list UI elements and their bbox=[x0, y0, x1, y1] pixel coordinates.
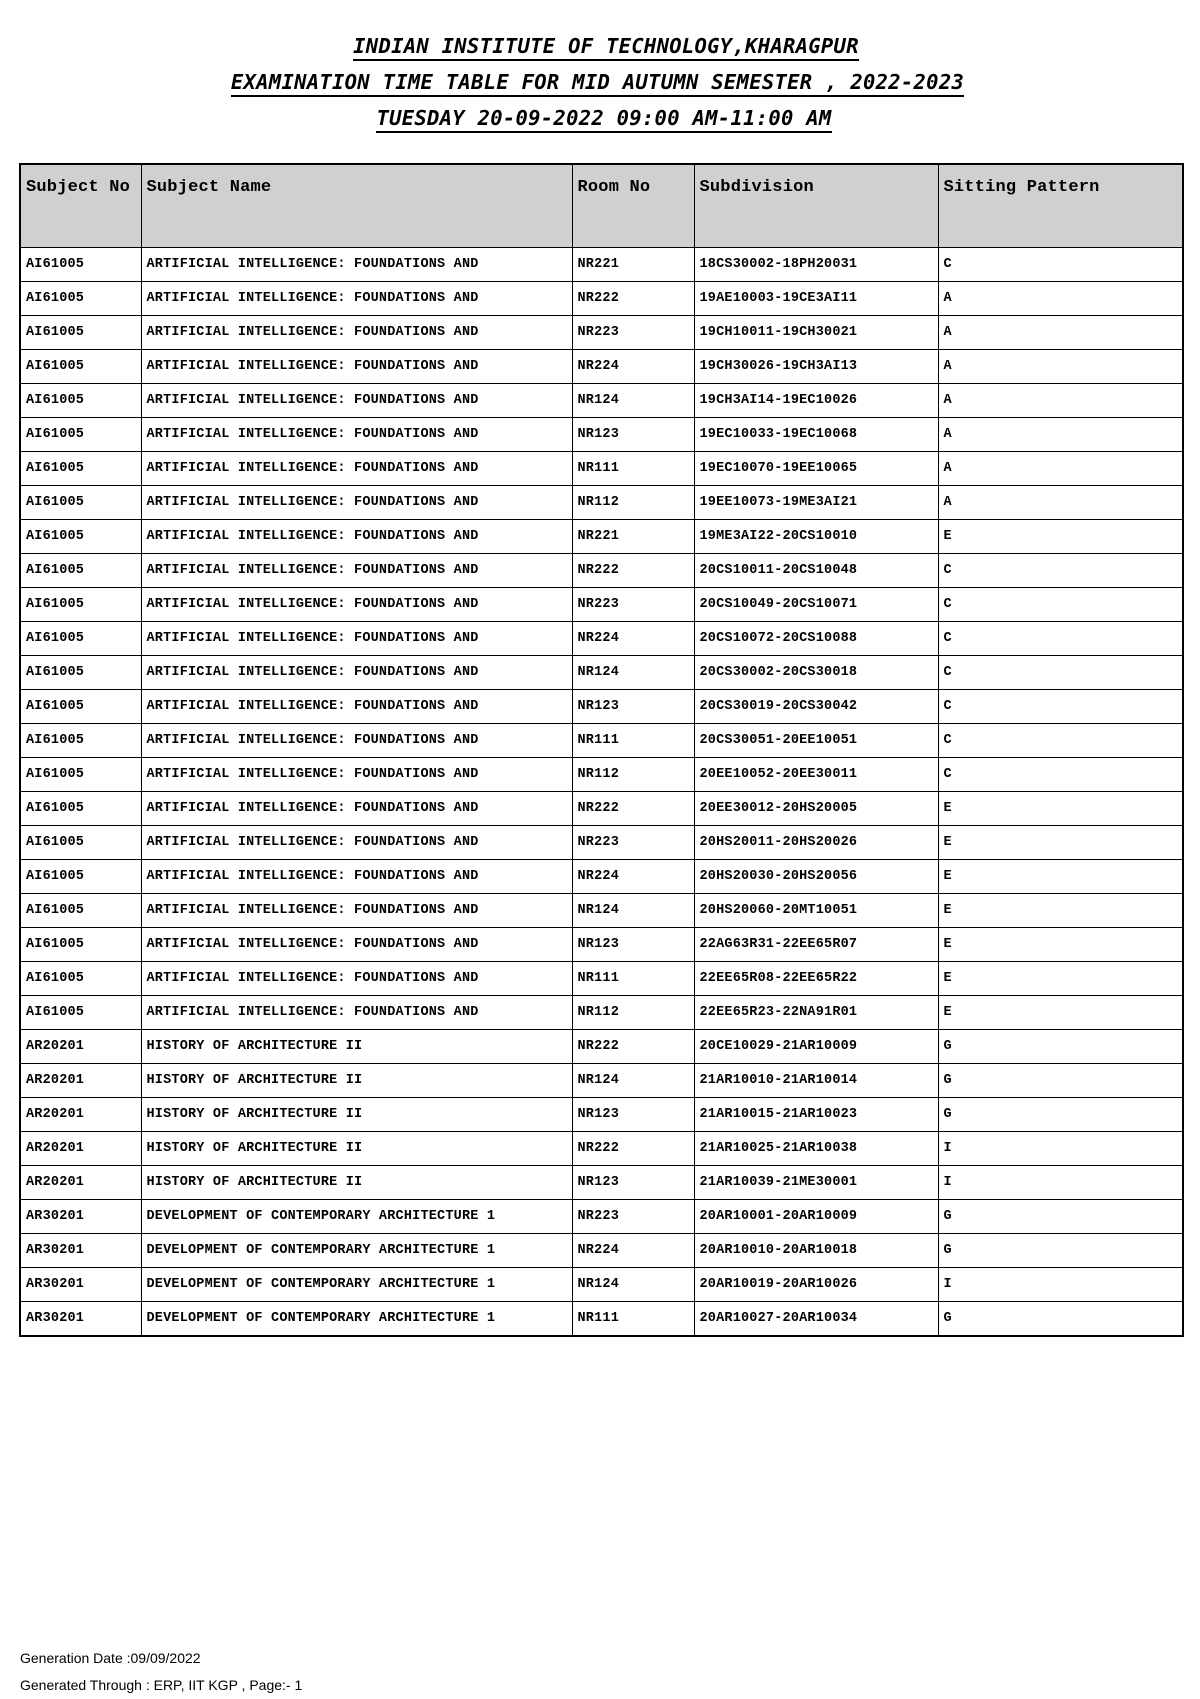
subject-name-cell: HISTORY OF ARCHITECTURE II bbox=[141, 1166, 572, 1200]
room-no-cell: NR111 bbox=[572, 962, 694, 996]
table-row bbox=[20, 1064, 1183, 1098]
table-row bbox=[20, 1166, 1183, 1200]
subject-no-cell: AI61005 bbox=[20, 520, 141, 554]
subject-no-cell: AI61005 bbox=[20, 826, 141, 860]
subdivision-cell: 20CE10029-21AR10009 bbox=[694, 1030, 938, 1064]
subdivision-cell: 20CS30002-20CS30018 bbox=[694, 656, 938, 690]
subdivision-cell: 19AE10003-19CE3AI11 bbox=[694, 282, 938, 316]
room-no-cell: NR124 bbox=[572, 1064, 694, 1098]
subject-no-cell: AI61005 bbox=[20, 758, 141, 792]
subject-name-cell: HISTORY OF ARCHITECTURE II bbox=[141, 1098, 572, 1132]
subject-no-cell: AI61005 bbox=[20, 418, 141, 452]
subject-name-cell: HISTORY OF ARCHITECTURE II bbox=[141, 1132, 572, 1166]
sitting-pattern-cell: C bbox=[938, 554, 1183, 588]
table-row bbox=[20, 894, 1183, 928]
subject-no-cell: AR20201 bbox=[20, 1064, 141, 1098]
table-row bbox=[20, 928, 1183, 962]
table-row bbox=[20, 350, 1183, 384]
sitting-pattern-cell: E bbox=[938, 894, 1183, 928]
subdivision-cell: 20AR10019-20AR10026 bbox=[694, 1268, 938, 1302]
room-no-cell: NR224 bbox=[572, 622, 694, 656]
generated-through: Generated Through : ERP, IIT KGP , Page:- 1 bbox=[20, 1677, 303, 1693]
sitting-pattern-cell: G bbox=[938, 1030, 1183, 1064]
subject-name-cell: ARTIFICIAL INTELLIGENCE: FOUNDATIONS AND bbox=[141, 248, 572, 282]
subject-name-cell: DEVELOPMENT OF CONTEMPORARY ARCHITECTURE 1 bbox=[141, 1200, 572, 1234]
column-header-subject-name: Subject Name bbox=[141, 164, 572, 248]
table-row bbox=[20, 1098, 1183, 1132]
sitting-pattern-cell: E bbox=[938, 962, 1183, 996]
sitting-pattern-cell: A bbox=[938, 418, 1183, 452]
subject-name-cell: ARTIFICIAL INTELLIGENCE: FOUNDATIONS AND bbox=[141, 894, 572, 928]
subject-name-cell: ARTIFICIAL INTELLIGENCE: FOUNDATIONS AND bbox=[141, 350, 572, 384]
subject-name-cell: ARTIFICIAL INTELLIGENCE: FOUNDATIONS AND bbox=[141, 316, 572, 350]
sitting-pattern-cell: C bbox=[938, 724, 1183, 758]
table-row bbox=[20, 384, 1183, 418]
sitting-pattern-cell: C bbox=[938, 656, 1183, 690]
subdivision-cell: 20EE10052-20EE30011 bbox=[694, 758, 938, 792]
room-no-cell: NR222 bbox=[572, 792, 694, 826]
table-row bbox=[20, 860, 1183, 894]
generation-date: Generation Date :09/09/2022 bbox=[20, 1650, 201, 1666]
room-no-cell: NR124 bbox=[572, 894, 694, 928]
subdivision-cell: 19EE10073-19ME3AI21 bbox=[694, 486, 938, 520]
subject-name-cell: ARTIFICIAL INTELLIGENCE: FOUNDATIONS AND bbox=[141, 928, 572, 962]
sitting-pattern-cell: G bbox=[938, 1098, 1183, 1132]
room-no-cell: NR222 bbox=[572, 1030, 694, 1064]
subdivision-cell: 19CH10011-19CH30021 bbox=[694, 316, 938, 350]
sitting-pattern-cell: A bbox=[938, 452, 1183, 486]
subdivision-cell: 20AR10027-20AR10034 bbox=[694, 1302, 938, 1337]
room-no-cell: NR223 bbox=[572, 826, 694, 860]
table-row bbox=[20, 1200, 1183, 1234]
sitting-pattern-cell: A bbox=[938, 282, 1183, 316]
room-no-cell: NR221 bbox=[572, 520, 694, 554]
subject-no-cell: AI61005 bbox=[20, 588, 141, 622]
subject-no-cell: AI61005 bbox=[20, 554, 141, 588]
subject-name-cell: ARTIFICIAL INTELLIGENCE: FOUNDATIONS AND bbox=[141, 656, 572, 690]
subdivision-cell: 20AR10010-20AR10018 bbox=[694, 1234, 938, 1268]
table-row bbox=[20, 588, 1183, 622]
subdivision-cell: 22EE65R23-22NA91R01 bbox=[694, 996, 938, 1030]
sitting-pattern-cell: C bbox=[938, 690, 1183, 724]
room-no-cell: NR123 bbox=[572, 418, 694, 452]
subdivision-cell: 20CS30051-20EE10051 bbox=[694, 724, 938, 758]
table-row bbox=[20, 1234, 1183, 1268]
subject-name-cell: ARTIFICIAL INTELLIGENCE: FOUNDATIONS AND bbox=[141, 792, 572, 826]
subject-no-cell: AR30201 bbox=[20, 1200, 141, 1234]
room-no-cell: NR112 bbox=[572, 486, 694, 520]
subject-name-cell: DEVELOPMENT OF CONTEMPORARY ARCHITECTURE 1 bbox=[141, 1234, 572, 1268]
subject-no-cell: AI61005 bbox=[20, 928, 141, 962]
sitting-pattern-cell: E bbox=[938, 826, 1183, 860]
room-no-cell: NR223 bbox=[572, 1200, 694, 1234]
subject-no-cell: AI61005 bbox=[20, 724, 141, 758]
subject-name-cell: HISTORY OF ARCHITECTURE II bbox=[141, 1030, 572, 1064]
column-header-sitting-pattern: Sitting Pattern bbox=[938, 164, 1183, 248]
subject-name-cell: ARTIFICIAL INTELLIGENCE: FOUNDATIONS AND bbox=[141, 622, 572, 656]
room-no-cell: NR112 bbox=[572, 758, 694, 792]
subject-no-cell: AI61005 bbox=[20, 452, 141, 486]
subject-name-cell: ARTIFICIAL INTELLIGENCE: FOUNDATIONS AND bbox=[141, 520, 572, 554]
subject-name-cell: ARTIFICIAL INTELLIGENCE: FOUNDATIONS AND bbox=[141, 962, 572, 996]
subdivision-cell: 19EC10033-19EC10068 bbox=[694, 418, 938, 452]
subdivision-cell: 22AG63R31-22EE65R07 bbox=[694, 928, 938, 962]
table-row bbox=[20, 724, 1183, 758]
sitting-pattern-cell: G bbox=[938, 1200, 1183, 1234]
table-row bbox=[20, 656, 1183, 690]
subdivision-cell: 19EC10070-19EE10065 bbox=[694, 452, 938, 486]
subject-name-cell: ARTIFICIAL INTELLIGENCE: FOUNDATIONS AND bbox=[141, 384, 572, 418]
room-no-cell: NR124 bbox=[572, 384, 694, 418]
room-no-cell: NR123 bbox=[572, 1166, 694, 1200]
room-no-cell: NR223 bbox=[572, 316, 694, 350]
subject-no-cell: AI61005 bbox=[20, 350, 141, 384]
subdivision-cell: 19ME3AI22-20CS10010 bbox=[694, 520, 938, 554]
room-no-cell: NR111 bbox=[572, 724, 694, 758]
sitting-pattern-cell: C bbox=[938, 588, 1183, 622]
table-row bbox=[20, 962, 1183, 996]
subject-no-cell: AI61005 bbox=[20, 248, 141, 282]
sitting-pattern-cell: A bbox=[938, 384, 1183, 418]
subdivision-cell: 21AR10039-21ME30001 bbox=[694, 1166, 938, 1200]
column-header-subject-no: Subject No bbox=[20, 164, 141, 248]
sitting-pattern-cell: E bbox=[938, 520, 1183, 554]
subject-no-cell: AI61005 bbox=[20, 962, 141, 996]
subject-no-cell: AI61005 bbox=[20, 860, 141, 894]
subject-name-cell: ARTIFICIAL INTELLIGENCE: FOUNDATIONS AND bbox=[141, 860, 572, 894]
sitting-pattern-cell: E bbox=[938, 792, 1183, 826]
institute-name: INDIAN INSTITUTE OF TECHNOLOGY,KHARAGPUR bbox=[353, 34, 859, 61]
subject-no-cell: AR20201 bbox=[20, 1030, 141, 1064]
sitting-pattern-cell: A bbox=[938, 486, 1183, 520]
table-row bbox=[20, 486, 1183, 520]
subject-no-cell: AR30201 bbox=[20, 1302, 141, 1337]
room-no-cell: NR123 bbox=[572, 1098, 694, 1132]
sitting-pattern-cell: E bbox=[938, 928, 1183, 962]
sitting-pattern-cell: E bbox=[938, 996, 1183, 1030]
subject-name-cell: ARTIFICIAL INTELLIGENCE: FOUNDATIONS AND bbox=[141, 690, 572, 724]
sitting-pattern-cell: G bbox=[938, 1302, 1183, 1337]
subject-no-cell: AR30201 bbox=[20, 1234, 141, 1268]
subdivision-cell: 22EE65R08-22EE65R22 bbox=[694, 962, 938, 996]
subject-no-cell: AR30201 bbox=[20, 1268, 141, 1302]
table-row bbox=[20, 826, 1183, 860]
room-no-cell: NR222 bbox=[572, 282, 694, 316]
room-no-cell: NR124 bbox=[572, 1268, 694, 1302]
subject-name-cell: ARTIFICIAL INTELLIGENCE: FOUNDATIONS AND bbox=[141, 486, 572, 520]
sitting-pattern-cell: C bbox=[938, 622, 1183, 656]
subdivision-cell: 21AR10010-21AR10014 bbox=[694, 1064, 938, 1098]
room-no-cell: NR224 bbox=[572, 860, 694, 894]
sitting-pattern-cell: G bbox=[938, 1064, 1183, 1098]
sitting-pattern-cell: I bbox=[938, 1268, 1183, 1302]
room-no-cell: NR112 bbox=[572, 996, 694, 1030]
room-no-cell: NR111 bbox=[572, 452, 694, 486]
subject-no-cell: AR20201 bbox=[20, 1098, 141, 1132]
table-row bbox=[20, 520, 1183, 554]
room-no-cell: NR224 bbox=[572, 1234, 694, 1268]
table-row bbox=[20, 1132, 1183, 1166]
room-no-cell: NR221 bbox=[572, 248, 694, 282]
room-no-cell: NR123 bbox=[572, 928, 694, 962]
subject-no-cell: AI61005 bbox=[20, 894, 141, 928]
table-row bbox=[20, 554, 1183, 588]
table-row bbox=[20, 622, 1183, 656]
subdivision-cell: 19CH30026-19CH3AI13 bbox=[694, 350, 938, 384]
subject-no-cell: AR20201 bbox=[20, 1166, 141, 1200]
document-footer bbox=[20, 1645, 302, 1699]
sitting-pattern-cell: C bbox=[938, 758, 1183, 792]
table-row bbox=[20, 1302, 1183, 1337]
subject-no-cell: AI61005 bbox=[20, 622, 141, 656]
table-row bbox=[20, 690, 1183, 724]
table-body bbox=[20, 248, 1183, 1337]
sitting-pattern-cell: C bbox=[938, 248, 1183, 282]
subject-no-cell: AI61005 bbox=[20, 486, 141, 520]
subject-name-cell: DEVELOPMENT OF CONTEMPORARY ARCHITECTURE 1 bbox=[141, 1268, 572, 1302]
table-row bbox=[20, 418, 1183, 452]
subject-name-cell: ARTIFICIAL INTELLIGENCE: FOUNDATIONS AND bbox=[141, 418, 572, 452]
table-row bbox=[20, 316, 1183, 350]
subdivision-cell: 20EE30012-20HS20005 bbox=[694, 792, 938, 826]
room-no-cell: NR111 bbox=[572, 1302, 694, 1337]
subject-name-cell: ARTIFICIAL INTELLIGENCE: FOUNDATIONS AND bbox=[141, 724, 572, 758]
subject-no-cell: AI61005 bbox=[20, 282, 141, 316]
subdivision-cell: 20HS20060-20MT10051 bbox=[694, 894, 938, 928]
subject-name-cell: ARTIFICIAL INTELLIGENCE: FOUNDATIONS AND bbox=[141, 996, 572, 1030]
subject-name-cell: HISTORY OF ARCHITECTURE II bbox=[141, 1064, 572, 1098]
table-row bbox=[20, 1268, 1183, 1302]
table-row bbox=[20, 1030, 1183, 1064]
subject-no-cell: AR20201 bbox=[20, 1132, 141, 1166]
document-title: EXAMINATION TIME TABLE FOR MID AUTUMN SEMESTER , 2022-2023 bbox=[231, 70, 964, 97]
room-no-cell: NR222 bbox=[572, 554, 694, 588]
sitting-pattern-cell: I bbox=[938, 1132, 1183, 1166]
subject-name-cell: ARTIFICIAL INTELLIGENCE: FOUNDATIONS AND bbox=[141, 826, 572, 860]
table-header-row bbox=[20, 164, 1183, 248]
room-no-cell: NR123 bbox=[572, 690, 694, 724]
subject-name-cell: ARTIFICIAL INTELLIGENCE: FOUNDATIONS AND bbox=[141, 758, 572, 792]
subject-no-cell: AI61005 bbox=[20, 316, 141, 350]
subdivision-cell: 20CS30019-20CS30042 bbox=[694, 690, 938, 724]
subdivision-cell: 18CS30002-18PH20031 bbox=[694, 248, 938, 282]
sitting-pattern-cell: E bbox=[938, 860, 1183, 894]
subdivision-cell: 20CS10011-20CS10048 bbox=[694, 554, 938, 588]
room-no-cell: NR124 bbox=[572, 656, 694, 690]
table-row bbox=[20, 996, 1183, 1030]
subject-name-cell: ARTIFICIAL INTELLIGENCE: FOUNDATIONS AND bbox=[141, 282, 572, 316]
subdivision-cell: 20HS20011-20HS20026 bbox=[694, 826, 938, 860]
subdivision-cell: 20CS10049-20CS10071 bbox=[694, 588, 938, 622]
subdivision-cell: 20CS10072-20CS10088 bbox=[694, 622, 938, 656]
table-row bbox=[20, 452, 1183, 486]
table-row bbox=[20, 758, 1183, 792]
exam-session: TUESDAY 20-09-2022 09:00 AM-11:00 AM bbox=[376, 106, 831, 133]
sitting-pattern-cell: G bbox=[938, 1234, 1183, 1268]
sitting-pattern-cell: A bbox=[938, 350, 1183, 384]
sitting-pattern-cell: A bbox=[938, 316, 1183, 350]
room-no-cell: NR223 bbox=[572, 588, 694, 622]
subdivision-cell: 21AR10025-21AR10038 bbox=[694, 1132, 938, 1166]
subdivision-cell: 20HS20030-20HS20056 bbox=[694, 860, 938, 894]
subject-name-cell: DEVELOPMENT OF CONTEMPORARY ARCHITECTURE 1 bbox=[141, 1302, 572, 1337]
subject-no-cell: AI61005 bbox=[20, 690, 141, 724]
table-row bbox=[20, 248, 1183, 282]
subject-no-cell: AI61005 bbox=[20, 384, 141, 418]
subject-no-cell: AI61005 bbox=[20, 656, 141, 690]
table-row bbox=[20, 792, 1183, 826]
subject-no-cell: AI61005 bbox=[20, 792, 141, 826]
column-header-subdivision: Subdivision bbox=[694, 164, 938, 248]
document-header bbox=[0, 34, 1200, 142]
timetable bbox=[19, 163, 1184, 1337]
subject-name-cell: ARTIFICIAL INTELLIGENCE: FOUNDATIONS AND bbox=[141, 588, 572, 622]
subject-no-cell: AI61005 bbox=[20, 996, 141, 1030]
room-no-cell: NR222 bbox=[572, 1132, 694, 1166]
subdivision-cell: 21AR10015-21AR10023 bbox=[694, 1098, 938, 1132]
sitting-pattern-cell: I bbox=[938, 1166, 1183, 1200]
column-header-room-no: Room No bbox=[572, 164, 694, 248]
subject-name-cell: ARTIFICIAL INTELLIGENCE: FOUNDATIONS AND bbox=[141, 452, 572, 486]
table-row bbox=[20, 282, 1183, 316]
subdivision-cell: 19CH3AI14-19EC10026 bbox=[694, 384, 938, 418]
subject-name-cell: ARTIFICIAL INTELLIGENCE: FOUNDATIONS AND bbox=[141, 554, 572, 588]
room-no-cell: NR224 bbox=[572, 350, 694, 384]
subdivision-cell: 20AR10001-20AR10009 bbox=[694, 1200, 938, 1234]
